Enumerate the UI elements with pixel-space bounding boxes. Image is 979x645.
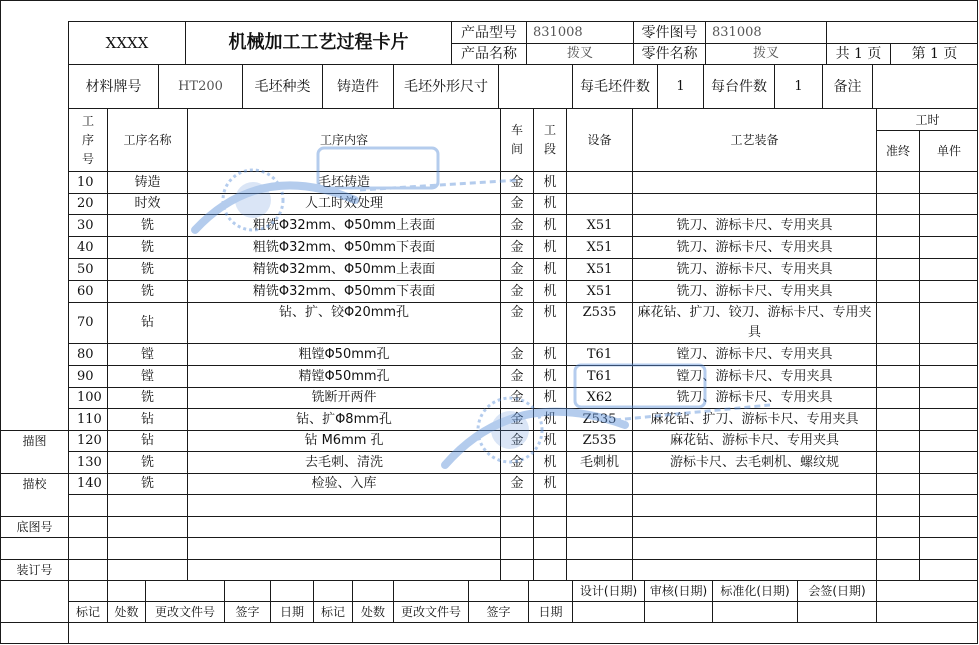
op-workshop-cell: 金 xyxy=(510,476,524,491)
blank-size-label: 毛坯外形尺寸 xyxy=(404,78,488,95)
material-grade-value: HT200 xyxy=(178,78,223,94)
revision-date-label: 日期 xyxy=(538,605,563,619)
revision-count-label: 处数 xyxy=(360,605,385,619)
op-tooling-cell: 铣刀、游标卡尺、专用夹具 xyxy=(676,390,833,405)
op-content-cell: 检验、入库 xyxy=(311,476,377,491)
remark-label: 备注 xyxy=(833,78,862,95)
op-content-cell: 人工时效处理 xyxy=(304,196,383,211)
standardize-date-label: 标准化(日期) xyxy=(720,584,790,598)
op-name-cell: 铣 xyxy=(140,454,154,470)
sheets-total: 共 1 页 xyxy=(835,46,882,62)
op-equipment-cell: Z535 xyxy=(582,411,617,427)
countersign-date-label: 会签(日期) xyxy=(808,584,866,598)
op-name-cell: 铣 xyxy=(140,261,154,277)
design-date-label: 设计(日期) xyxy=(579,584,638,598)
op-tooling-cell: 麻花钻、扩刀、铰刀、游标卡尺、专用夹具 xyxy=(637,305,872,340)
op-content-cell: 钻、扩Φ8mm孔 xyxy=(296,411,392,427)
revision-count-label: 处数 xyxy=(114,605,139,619)
card-title: 机械加工工艺过程卡片 xyxy=(228,32,409,53)
part-no-label: 零件图号 xyxy=(641,24,698,41)
op-equipment-cell: X51 xyxy=(586,217,613,233)
op-number-cell: 30 xyxy=(77,217,94,233)
op-content-cell: 粗镗Φ50mm孔 xyxy=(298,346,390,362)
op-tooling-cell xyxy=(633,172,876,193)
op-number-cell: 10 xyxy=(77,174,94,190)
product-name-label: 产品名称 xyxy=(461,46,517,62)
op-content-cell: 钻 M6mm 孔 xyxy=(304,433,384,448)
op-number-cell: 50 xyxy=(77,261,94,277)
op-section-cell: 机 xyxy=(543,174,557,190)
op-number-cell: 130 xyxy=(77,454,102,470)
op-name-cell: 钻 xyxy=(140,433,154,448)
review-date-label: 审核(日期) xyxy=(649,584,708,598)
op-tooling-cell: 游标卡尺、去毛刺机、螺纹规 xyxy=(669,454,839,470)
op-section-cell: 机 xyxy=(543,305,557,320)
op-name-cell: 铸造 xyxy=(134,174,161,190)
op-content-cell: 粗铣Φ32mm、Φ50mm上表面 xyxy=(252,217,436,233)
op-equipment-cell: Z535 xyxy=(582,305,617,320)
op-workshop-cell: 金 xyxy=(510,346,524,362)
revision-doc-no-label: 更改文件号 xyxy=(400,605,461,619)
col-section-char: 段 xyxy=(543,142,556,156)
col-workshop xyxy=(501,109,533,171)
op-name-cell: 铣 xyxy=(140,283,154,299)
op-equipment-cell: T61 xyxy=(586,346,613,362)
op-number-cell: 70 xyxy=(77,315,94,330)
op-tooling-cell: 铣刀、游标卡尺、专用夹具 xyxy=(676,239,833,255)
op-name-cell: 铣 xyxy=(140,217,154,233)
revision-date-label: 日期 xyxy=(279,605,304,619)
op-tooling-cell xyxy=(633,194,876,214)
part-name-value: 拨叉 xyxy=(752,46,779,61)
product-name-value: 拨叉 xyxy=(566,46,593,61)
per-blank-label: 每毛坯件数 xyxy=(580,78,650,95)
op-section-cell: 机 xyxy=(543,390,557,405)
op-workshop-cell: 金 xyxy=(510,174,524,190)
col-op-no xyxy=(69,109,107,171)
op-tooling-cell: 镗刀、游标卡尺、专用夹具 xyxy=(676,368,833,384)
op-number-cell: 110 xyxy=(77,411,102,427)
col-section-char: 工 xyxy=(543,123,556,137)
col-op-no-char: 序 xyxy=(81,132,94,147)
per-unit-value: 1 xyxy=(794,78,803,94)
part-name-label: 零件名称 xyxy=(641,46,698,62)
op-workshop-cell: 金 xyxy=(510,196,524,211)
op-section-cell: 机 xyxy=(543,368,557,384)
trace-check-label: 描校 xyxy=(22,477,47,491)
op-content-cell: 粗铣Φ32mm、Φ50mm下表面 xyxy=(252,239,436,255)
op-number-cell: 100 xyxy=(77,390,102,405)
op-section-cell: 机 xyxy=(543,283,557,299)
op-name-cell: 钻 xyxy=(140,315,154,330)
op-content-cell: 钻、扩、铰Φ20mm孔 xyxy=(278,305,410,320)
material-grade-label: 材料牌号 xyxy=(85,78,142,95)
sheet-number: 第 1 页 xyxy=(911,46,958,62)
op-number-cell: 140 xyxy=(77,476,102,491)
op-tooling-cell: 麻花钻、游标卡尺、专用夹具 xyxy=(669,433,839,448)
op-name-cell: 铣 xyxy=(140,390,154,405)
op-equipment-cell: X51 xyxy=(586,261,613,277)
op-workshop-cell: 金 xyxy=(510,454,524,470)
op-tooling-cell: 铣刀、游标卡尺、专用夹具 xyxy=(676,217,833,233)
revision-signature-label: 签字 xyxy=(235,605,260,619)
col-op-content: 工序内容 xyxy=(319,133,368,147)
op-workshop-cell: 金 xyxy=(510,411,524,427)
product-model-value: 831008 xyxy=(533,24,583,40)
op-content-cell: 精铣Φ32mm、Φ50mm上表面 xyxy=(252,261,436,277)
op-section-cell: 机 xyxy=(543,454,557,470)
op-content-cell: 精镗Φ50mm孔 xyxy=(298,368,390,384)
op-equipment-cell: 毛刺机 xyxy=(579,454,619,470)
revision-doc-no-label: 更改文件号 xyxy=(154,605,215,619)
op-number-cell: 90 xyxy=(77,368,94,384)
op-content-cell: 铣断开两件 xyxy=(311,390,377,405)
op-workshop-cell: 金 xyxy=(510,433,524,448)
op-section-cell: 机 xyxy=(543,239,557,255)
op-number-cell: 20 xyxy=(77,196,94,211)
product-model-label: 产品型号 xyxy=(461,24,517,41)
company-name: XXXX xyxy=(105,34,149,52)
op-tooling-cell xyxy=(633,474,876,494)
op-tooling-cell: 麻花钻、扩刀、游标卡尺、专用夹具 xyxy=(650,411,859,427)
blank-type-label: 毛坯种类 xyxy=(254,78,311,95)
base-drawing-no-label: 底图号 xyxy=(16,520,53,534)
op-name-cell: 时效 xyxy=(134,196,161,211)
op-section-cell: 机 xyxy=(543,411,557,427)
col-prep-final: 准终 xyxy=(885,144,910,158)
op-section-cell: 机 xyxy=(543,346,557,362)
op-section-cell: 机 xyxy=(543,217,557,233)
op-tooling-cell: 铣刀、游标卡尺、专用夹具 xyxy=(676,283,833,299)
col-tooling: 工艺装备 xyxy=(730,133,779,147)
op-workshop-cell: 金 xyxy=(510,368,524,384)
op-name-cell: 钻 xyxy=(140,411,154,427)
per-blank-value: 1 xyxy=(676,78,685,94)
col-workshop-char: 间 xyxy=(510,142,523,156)
col-op-no-char: 号 xyxy=(81,151,94,166)
op-section-cell: 机 xyxy=(543,196,557,211)
col-work-hours: 工时 xyxy=(915,112,940,127)
op-section-cell: 机 xyxy=(543,476,557,491)
op-content-cell: 精铣Φ32mm、Φ50mm下表面 xyxy=(252,283,436,299)
op-equipment-cell: X51 xyxy=(586,239,613,255)
remark-value xyxy=(873,65,978,108)
op-name-cell: 铣 xyxy=(140,476,154,491)
blank-size-value xyxy=(499,65,572,108)
revision-mark-label: 标记 xyxy=(75,605,100,619)
op-workshop-cell: 金 xyxy=(510,261,524,277)
trace-label: 描图 xyxy=(22,434,47,448)
op-equipment-cell: X51 xyxy=(586,283,613,299)
op-equipment-cell: Z535 xyxy=(582,433,617,448)
op-number-cell: 80 xyxy=(77,346,94,362)
op-number-cell: 40 xyxy=(77,239,94,255)
revision-mark-label: 标记 xyxy=(320,605,345,619)
op-section-cell: 机 xyxy=(543,261,557,277)
op-tooling-cell: 镗刀、游标卡尺、专用夹具 xyxy=(676,346,833,362)
part-no-value: 831008 xyxy=(712,24,762,40)
op-tooling-cell: 铣刀、游标卡尺、专用夹具 xyxy=(676,261,833,277)
op-equipment-cell xyxy=(567,194,632,214)
per-unit-label: 每台件数 xyxy=(711,78,767,95)
op-workshop-cell: 金 xyxy=(510,305,524,320)
op-workshop-cell: 金 xyxy=(510,239,524,255)
op-content-cell: 毛坯铸造 xyxy=(317,174,370,190)
op-name-cell: 镗 xyxy=(140,368,154,384)
op-equipment-cell: T61 xyxy=(586,368,613,384)
col-op-no-char: 工 xyxy=(81,113,94,128)
binding-no-label: 装订号 xyxy=(16,563,53,577)
op-workshop-cell: 金 xyxy=(510,217,524,233)
op-content-cell: 去毛刺、清洗 xyxy=(304,454,383,470)
op-equipment-cell xyxy=(567,474,632,494)
op-equipment-cell: X62 xyxy=(586,390,613,405)
col-op-name: 工序名称 xyxy=(123,133,172,147)
op-number-cell: 120 xyxy=(77,433,102,448)
col-workshop-char: 车 xyxy=(510,123,523,137)
col-section xyxy=(534,109,566,171)
col-unit-time: 单件 xyxy=(936,144,961,158)
op-number-cell: 60 xyxy=(77,283,94,299)
op-section-cell: 机 xyxy=(543,433,557,448)
col-equipment: 设备 xyxy=(587,133,612,147)
op-name-cell: 镗 xyxy=(140,346,154,362)
op-name-cell: 铣 xyxy=(140,239,154,255)
op-workshop-cell: 金 xyxy=(510,390,524,405)
blank-type-value: 铸造件 xyxy=(337,78,379,95)
op-equipment-cell xyxy=(567,172,632,193)
revision-signature-label: 签字 xyxy=(486,605,511,619)
op-workshop-cell: 金 xyxy=(510,283,524,299)
